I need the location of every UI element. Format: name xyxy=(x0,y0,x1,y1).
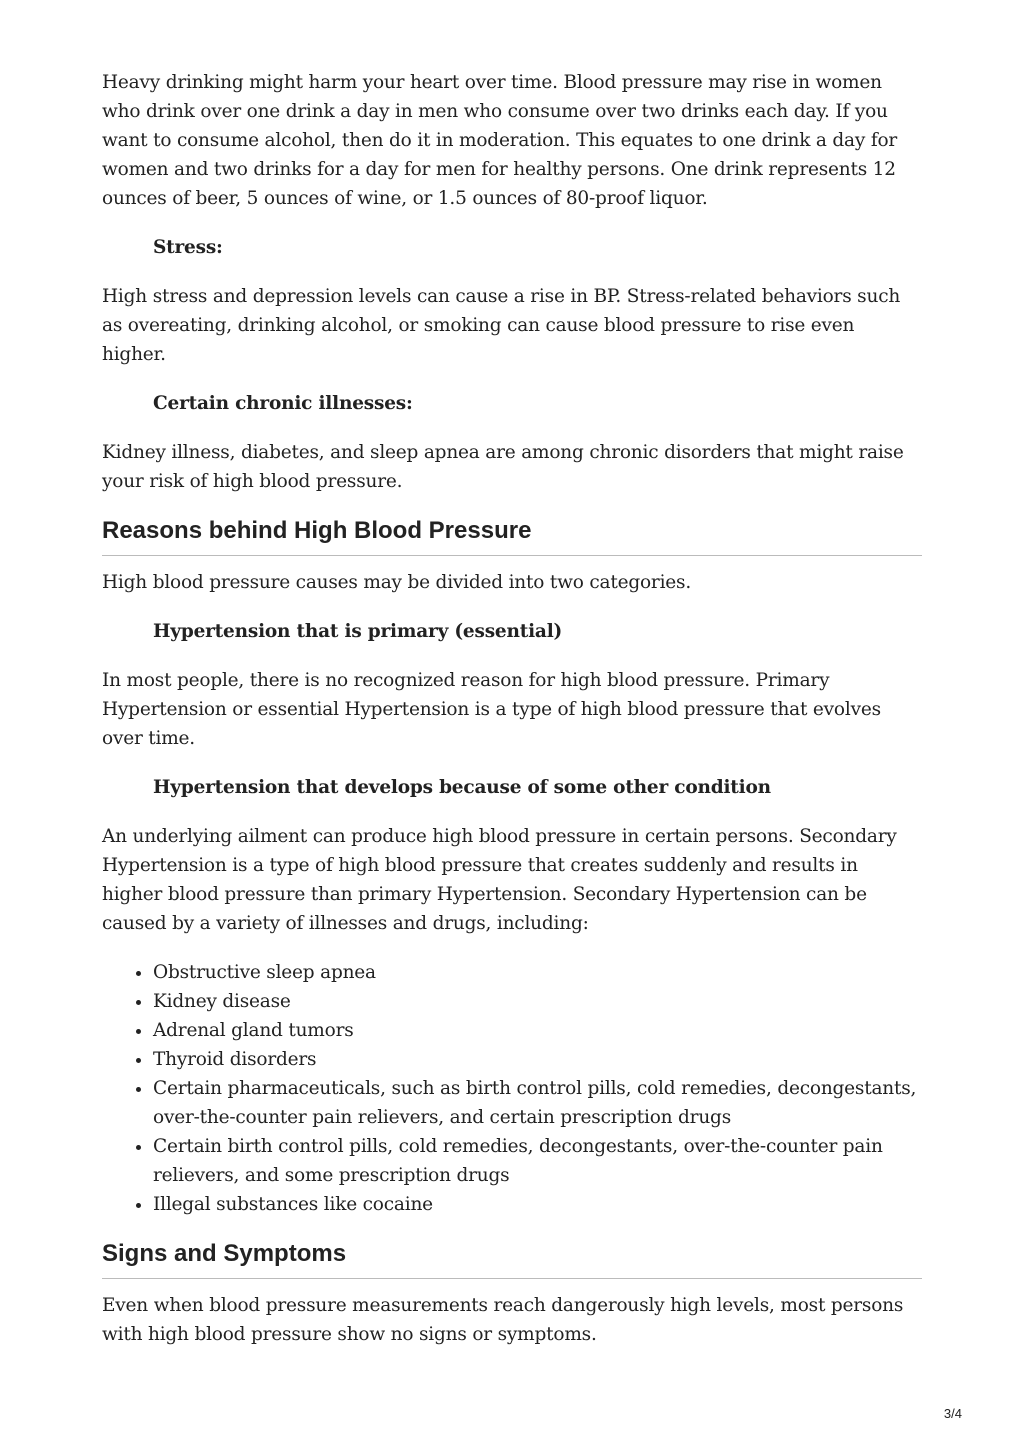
list-item: • Obstructive sleep apnea xyxy=(153,958,922,987)
stress-paragraph: High stress and depression levels can cause a rise in BP. Stress-related behaviors such as overeating, drinking alcohol, or smoking can cause blood pressure to rise even higher. xyxy=(102,286,901,365)
list-item: • Illegal substances like cocaine xyxy=(153,1190,922,1219)
signs-symptoms-paragraph: Even when blood pressure measurements reach dangerously high levels, most persons with high blood pressure show no signs or symptoms. xyxy=(102,1295,904,1345)
document-page xyxy=(102,68,922,1369)
reasons-heading: Reasons behind High Blood Pressure xyxy=(102,516,922,556)
reasons-intro: High blood pressure causes may be divided into two categories. xyxy=(102,572,692,593)
list-item: • Kidney disease xyxy=(153,987,922,1016)
primary-hypertension-subheading: Hypertension that is primary (essential) xyxy=(153,621,563,642)
list-item: • Adrenal gland tumors xyxy=(153,1016,922,1045)
secondary-hypertension-paragraph: An underlying ailment can produce high blood pressure in certain persons. Secondary Hypertension is a type of high blood pressure that creates suddenly and results in higher blood pressure than primary Hypertension. Secondary Hypertension can be caused by a variety of illnesses and drugs, including: xyxy=(102,826,897,934)
alcohol-paragraph: Heavy drinking might harm your heart over time. Blood pressure may rise in women who drink over one drink a day in men who consume over two drinks each day. If you want to consume alcohol, then do it in moderation. This equates to one drink a day for women and two drinks for a day for men for healthy persons. One drink represents 12 ounces of beer, 5 ounces of wine, or 1.5 ounces of 80-proof liquor. xyxy=(102,72,898,209)
secondary-hypertension-subheading: Hypertension that develops because of some other condition xyxy=(153,777,771,798)
page-number: 3/4 xyxy=(943,1406,962,1421)
chronic-illnesses-subheading: Certain chronic illnesses: xyxy=(153,393,413,414)
secondary-causes-list xyxy=(102,958,922,1219)
list-item: • Certain birth control pills, cold remedies, decongestants, over-the-counter pain relievers, and some prescription drugs xyxy=(153,1132,922,1190)
stress-subheading: Stress: xyxy=(153,237,223,258)
signs-symptoms-heading: Signs and Symptoms xyxy=(102,1239,922,1279)
list-item: • Certain pharmaceuticals, such as birth control pills, cold remedies, decongestants, over-the-counter pain relievers, and certain prescription drugs xyxy=(153,1074,922,1132)
chronic-illnesses-paragraph: Kidney illness, diabetes, and sleep apnea are among chronic disorders that might raise your risk of high blood pressure. xyxy=(102,442,904,492)
list-item: • Thyroid disorders xyxy=(153,1045,922,1074)
primary-hypertension-paragraph: In most people, there is no recognized reason for high blood pressure. Primary Hypertension or essential Hypertension is a type of high blood pressure that evolves over time. xyxy=(102,670,881,749)
